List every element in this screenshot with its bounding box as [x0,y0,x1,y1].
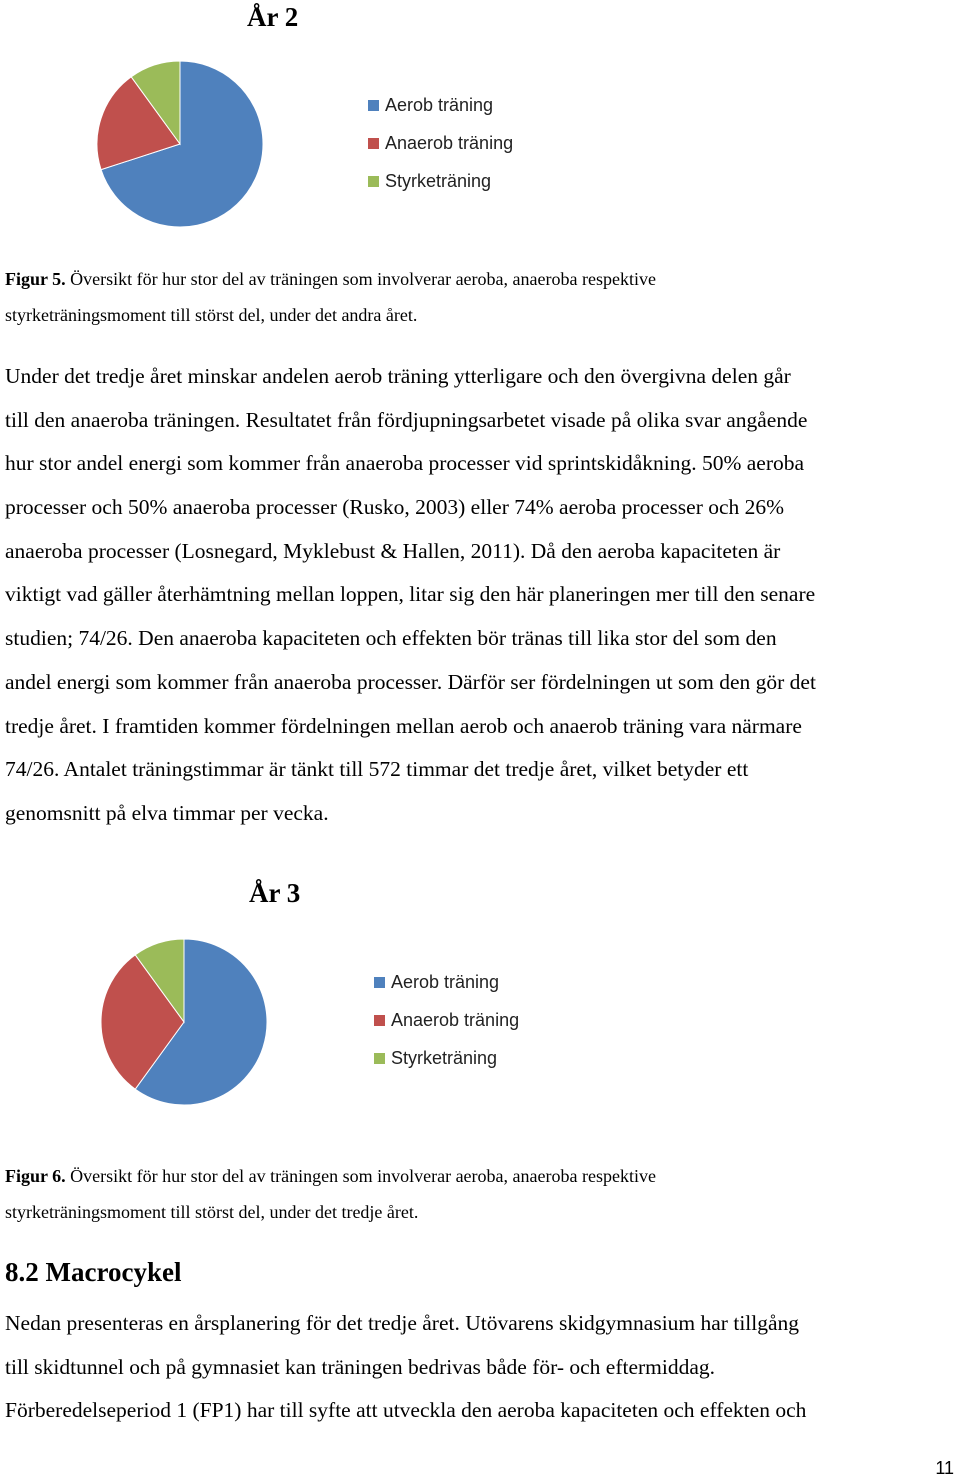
legend-item-aerob [368,86,513,124]
paragraph-line: processer och 50% anaeroba processer (Rusko, 2003) eller 74% aeroba processer och 26% [5,495,785,520]
figure5-label: Figur 5. [5,269,66,289]
legend-item-aerob [374,963,519,1001]
legend-year3 [374,963,519,1077]
paragraph-line: till skidtunnel och på gymnasiet kan träningen bedrivas både för- och eftermiddag. [5,1354,716,1379]
figure5-caption [5,261,955,333]
chart-title-year3: År 3 [249,878,301,908]
paragraph-line: till den anaeroba träningen. Resultatet från fördjupningsarbetet visade på olika svar angående [5,407,808,432]
legend-label: Styrketräning [385,170,492,191]
body-paragraph-1 [5,355,960,836]
figure5-text-line2: styrketräningsmoment till störst del, under det andra året. [5,305,418,325]
legend-label: Aerob träning [391,971,500,992]
paragraph-line: genomsnitt på elva timmar per vecka. [5,800,329,825]
legend-year2 [368,86,513,200]
swatch-styrke [368,176,379,187]
figure6-label: Figur 6. [5,1166,66,1186]
paragraph-line: Under det tredje året minskar andelen aerob träning ytterligare och den övergivna delen går [5,364,791,388]
paragraph-line: tredje året. I framtiden kommer fördelningen mellan aerob och anaerob träning vara närmare [5,713,802,738]
swatch-anaerob [374,1015,385,1026]
paragraph-line: 74/26. Antalet träningstimmar är tänkt till 572 timmar det tredje året, vilket betyder ett [5,757,749,782]
legend-label: Anaerob träning [385,132,514,153]
body-paragraph-2 [5,1302,960,1433]
legend-item-anaerob [368,124,513,162]
figure5-text: Översikt för hur stor del av träningen som involverar aeroba, anaeroba respektive [65,269,656,289]
figure6-text: Översikt för hur stor del av träningen som involverar aeroba, anaeroba respektive [65,1166,656,1186]
figure6-text-line2: styrketräningsmoment till störst del, under det tredje året. [5,1202,419,1222]
paragraph-line: andel energi som kommer från anaeroba processer. Därför ser fördelningen ut som den gör det [5,669,816,694]
pie-chart-year3 [94,932,274,1112]
legend-label: Styrketräning [391,1047,498,1068]
chart-title-year2: År 2 [247,2,299,32]
pie-chart-year2 [90,54,270,234]
legend-item-styrke [368,162,513,200]
page-number: 11 [935,1458,954,1478]
paragraph-line: viktigt vad gäller återhämtning mellan loppen, litar sig den här planeringen mer till den senare [5,582,816,607]
legend-item-styrke [374,1039,519,1077]
swatch-styrke [374,1053,385,1064]
paragraph-line: Nedan presenteras en årsplanering för det tredje året. Utövarens skidgymnasium har tillgång [5,1311,800,1335]
paragraph-line: Förberedelseperiod 1 (FP1) har till syfte att utveckla den aeroba kapaciteten och effekten och [5,1398,807,1423]
legend-item-anaerob [374,1001,519,1039]
paragraph-line: studien; 74/26. Den anaeroba kapaciteten och effekten bör tränas till lika stor del som den [5,626,777,651]
swatch-anaerob [368,138,379,149]
swatch-aerob [374,977,385,988]
paragraph-line: anaeroba processer (Losnegard, Myklebust & Hallen, 2011). Då den aeroba kapaciteten är [5,538,781,563]
paragraph-line: hur stor andel energi som kommer från anaeroba processer vid sprintskidåkning. 50% aeroba [5,451,805,476]
swatch-aerob [368,100,379,111]
legend-label: Aerob träning [385,94,494,115]
figure6-caption [5,1158,955,1230]
section-heading: 8.2 Macrocykel [5,1257,182,1287]
legend-label: Anaerob träning [391,1009,520,1030]
